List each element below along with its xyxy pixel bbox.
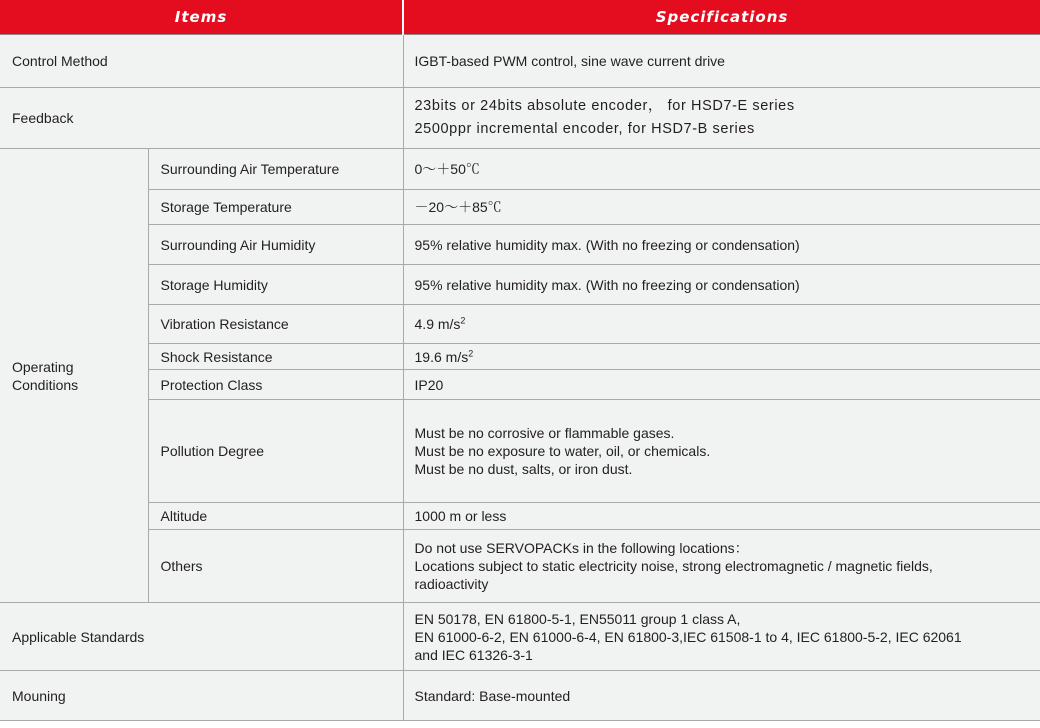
table-row-others	[0, 530, 1040, 603]
row-label: Protection Class	[148, 370, 403, 400]
row-label: Feedback	[0, 88, 403, 149]
row-label: Mouning	[0, 671, 403, 721]
superscript: 2	[468, 347, 474, 358]
header-specifications: Specifications	[403, 0, 1040, 35]
table-row-vibration-resistance	[0, 305, 1040, 344]
table-row-protection-class	[0, 370, 1040, 400]
value-line: radioactivity	[414, 576, 489, 592]
row-label: Applicable Standards	[0, 603, 403, 671]
row-value: 95% relative humidity max. (With no freezing or condensation)	[403, 225, 1040, 265]
table-row-surrounding-air-temperature	[0, 149, 1040, 190]
table-row-control-method	[0, 35, 1040, 88]
row-value: Standard: Base-mounted	[403, 671, 1040, 721]
row-label: Vibration Resistance	[148, 305, 403, 344]
value-text: 4.9 m/s	[414, 316, 461, 332]
row-label: Shock Resistance	[148, 344, 403, 370]
row-value: IP20	[403, 370, 1040, 400]
value-line: Must be no dust, salts, or iron dust.	[414, 461, 633, 477]
group-label-line: Conditions	[12, 376, 79, 393]
row-value: －20～＋85℃	[403, 190, 1040, 225]
value-line: Locations subject to static electricity noise, strong electromagnetic / magnetic fields,	[414, 558, 933, 574]
row-value	[403, 88, 1040, 149]
row-value: 0～＋50℃	[403, 149, 1040, 190]
value-line: and IEC 61326-3-1	[414, 646, 533, 663]
row-label: Altitude	[148, 503, 403, 530]
value-line: Must be no corrosive or flammable gases.	[414, 425, 675, 441]
value-line: Do not use SERVOPACKs in the following locations：	[414, 540, 749, 556]
value-line: 23bits or 24bits absolute encoder， for HSD7-E series	[414, 98, 795, 114]
table-row-storage-humidity	[0, 265, 1040, 305]
row-label: Storage Humidity	[148, 265, 403, 305]
table-row-altitude	[0, 503, 1040, 530]
table-row-pollution-degree	[0, 400, 1040, 503]
value-text: 19.6 m/s	[414, 348, 469, 365]
row-label: Surrounding Air Temperature	[148, 149, 403, 190]
row-label: Pollution Degree	[148, 400, 403, 503]
table-row-shock-resistance	[0, 344, 1040, 370]
row-label: Control Method	[0, 35, 403, 88]
row-value	[403, 344, 1040, 370]
group-label-operating-conditions	[0, 149, 148, 603]
superscript: 2	[460, 315, 466, 326]
row-value	[403, 400, 1040, 503]
value-line: Must be no exposure to water, oil, or chemicals.	[414, 443, 711, 459]
value-line: EN 50178, EN 61800-5-1, EN55011 group 1 class A,	[414, 610, 741, 627]
row-value	[403, 305, 1040, 344]
table-row-feedback	[0, 88, 1040, 149]
row-value	[403, 530, 1040, 603]
header-items: Items	[0, 0, 403, 35]
value-line: 2500ppr incremental encoder, for HSD7-B series	[414, 121, 755, 137]
row-label: Others	[148, 530, 403, 603]
value-line: EN 61000-6-2, EN 61000-6-4, EN 61800-3,IEC 61508-1 to 4, IEC 61800-5-2, IEC 62061	[414, 628, 962, 645]
table-row-mounting	[0, 671, 1040, 721]
row-label: Surrounding Air Humidity	[148, 225, 403, 265]
row-value: 95% relative humidity max. (With no freezing or condensation)	[403, 265, 1040, 305]
row-value: IGBT-based PWM control, sine wave current drive	[403, 35, 1040, 88]
row-value	[403, 603, 1040, 671]
table-header	[0, 0, 1040, 35]
table-row-applicable-standards	[0, 603, 1040, 671]
table-row-surrounding-air-humidity	[0, 225, 1040, 265]
row-label: Storage Temperature	[148, 190, 403, 225]
row-value: 1000 m or less	[403, 503, 1040, 530]
group-label-line: Operating	[12, 358, 74, 375]
table-row-storage-temperature	[0, 190, 1040, 225]
